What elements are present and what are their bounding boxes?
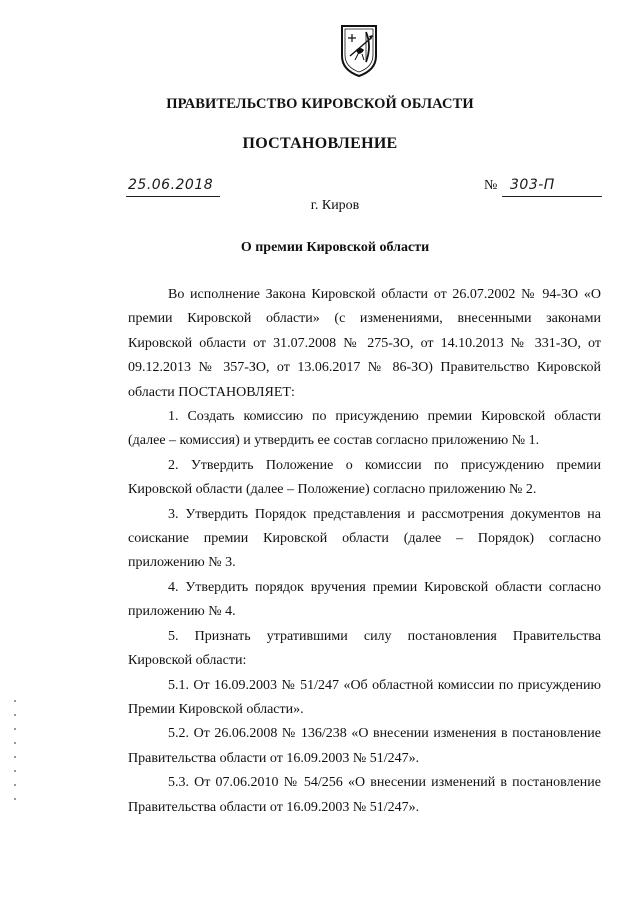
clause-paragraph: 3. Утвердить Порядок представления и рассмотрения документов на соискание премии Кировской области (далее – Порядок) согласно приложению № 3. xyxy=(128,506,601,571)
city-line: г. Киров xyxy=(310,198,360,213)
margin-scan-marks xyxy=(14,700,16,840)
handwritten-number: 303-П xyxy=(510,177,555,193)
subclause-paragraph: 5.3. От 07.06.2010 № 54/256 «О внесении изменений в постановление Правительства области от 16.09.2003 № 51/247». xyxy=(128,775,601,815)
clause-paragraph: 4. Утвердить порядок вручения премии Кировской области согласно приложению № 4. xyxy=(128,579,601,620)
number-field xyxy=(484,177,602,197)
clause-paragraph: 1. Создать комиссию по присуждению премии Кировской области (далее – комиссия) и утвердить ее состав согласно приложению № 1. xyxy=(128,409,601,449)
clause-paragraph: 5. Признать утратившими силу постановления Правительства Кировской области: xyxy=(128,628,601,669)
number-underline xyxy=(502,196,602,197)
document-subject: О премии Кировской области xyxy=(240,240,430,255)
date-underline xyxy=(126,196,220,197)
preamble-paragraph: Во исполнение Закона Кировской области от 26.07.2002 № 94-ЗО «О премии Кировской области» (с изменениями, внесенными законами Кировской области от 31.07.2008 № 275-ЗО, от 14.10.2013 № 331-ЗО, от 09.12.2013 № 357-ЗО, от 13.06.2017 № 86-ЗО) Правительство Кировской области ПОСТАНОВЛЯЕТ: xyxy=(128,287,601,400)
number-label: № xyxy=(484,178,498,193)
document-type-heading: ПОСТАНОВЛЕНИЕ xyxy=(242,135,398,152)
coat-of-arms-icon xyxy=(338,22,380,78)
government-title: ПРАВИТЕЛЬСТВО КИРОВСКОЙ ОБЛАСТИ xyxy=(166,96,474,112)
date-field xyxy=(126,177,220,197)
subclause-paragraph: 5.2. От 26.06.2008 № 136/238 «О внесении изменения в постановление Правительства области от 16.09.2003 № 51/247». xyxy=(128,726,601,766)
document-body xyxy=(128,283,601,820)
handwritten-date: 25.06.2018 xyxy=(128,177,214,193)
clause-paragraph: 2. Утвердить Положение о комиссии по присуждению премии Кировской области (далее – Положение) согласно приложению № 2. xyxy=(128,457,601,498)
subclause-paragraph: 5.1. От 16.09.2003 № 51/247 «Об областной комиссии по присуждению Премии Кировской области». xyxy=(128,677,601,717)
